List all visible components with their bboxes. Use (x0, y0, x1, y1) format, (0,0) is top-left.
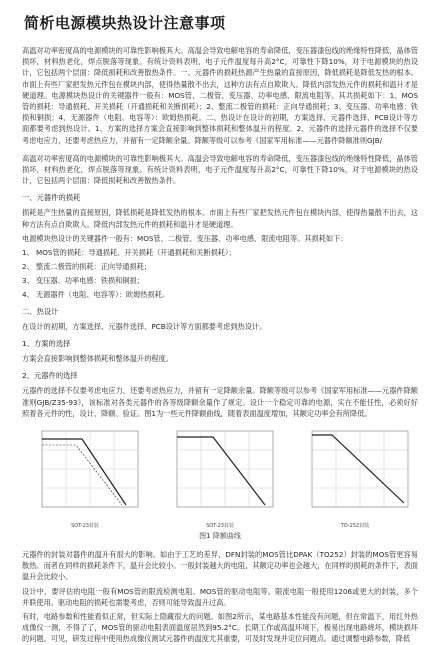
figure-label-2: SOT-23封装 (206, 523, 234, 530)
loss-item-diode: 2、 整流二极管的损耗：正向导通损耗； (22, 262, 152, 272)
figure-label-1: SOT-23封装 (71, 523, 99, 530)
document-title: 简析电源模块热设计注意事项 (24, 14, 226, 32)
subheading-components: 2、元器件的选择 (22, 371, 78, 381)
derating-curve-3 (296, 425, 414, 529)
figure-label-3: TO-252封装 (340, 523, 370, 530)
components-paragraph: 元器件的选择不仅要考虑电应力，还要考虑热应力，并留有一定降额余量。降额等级可以参考《国家军用标准——元器件降额准则GJB/Z35-93》，该标准对各类元器件的各等级降额余量作了规定。设计一个稳定可靠的电源，实在不能任性，必须好好照着各元件的性，设计、降额、验证。图1为一些元件降额曲线，随着表面温度增加，其额定功率会有所降低。 (22, 386, 418, 418)
thermal-design-paragraph: 在设计的初期，方案选择、元器件选择、PCB设计等方面都要考虑到热设计。 (22, 322, 267, 332)
thermal-imaging-paragraph: 有时，电路参数和性能看似正常，但实际上隐藏很大的问题。如图2所示，某电路基本性能没有问题，但在常温下，用红外热成像仪一测，不得了了，MOS管的驱动电阻表面温度居然到95.2°C。长期工作或高温环境下，极易出现电路烧坏，模块损坏的问题。可见，研发过程中使用热成像仪测试元器件的温度尤其重要，可及时发现并定位问题点。通过调整电路参数，降低 (22, 612, 418, 644)
loss-item-mos: 1、 MOS管的损耗：导通损耗、开关损耗（开通损耗和关断损耗）； (22, 248, 236, 258)
scheme-paragraph: 方案会直接影响到整体损耗和整体温升的程度。 (22, 354, 173, 364)
derating-figures (26, 425, 414, 529)
intro-paragraph: 高温对功率密度高的电源模块的可靠性影响极其大。高温会导致电解电容的寿命降低，变压器漆包线的绝缘特性降低，晶体管损坏，材料热老化，焊点脱落等现象。有统计资料表明，电子元件温度每升高2°C，可靠性下降10%，对于电源模块的热设计，它包括两个层面：降低损耗和改善散热条件。一、元器件的损耗热源产生热量的直接原因，降低损耗是降低发热的根本。市面上有些厂家把发热元件包在模块内部，使得热量散不出去，这种方法有点自欺欺人。降低内部发热元件的损耗和温升才是硬道理。电源模块热设计的关键器件一般有：MOS管、二极管、变压器、功率电感、限流电阻等。其共损耗如下：1、MOS管的损耗：导通损耗、开关损耗（开通损耗和关断损耗）；2、整流二极管的损耗：正向导通损耗；3、变压器、功率电感：铁损和铜损；4、无源器件（电阻、电容等）：欧姆热损耗。二、热设计在设计的初期，方案选择、元器件选择、PCB设计等方面都要考虑到热设计。1、方案的选择方案会直接影响到整体损耗和整体温升的程度。2、元器件的选择元器件的选择不仅要考虑电应力，还要考虑热应力，并留有一定降额余量。降额等级可以参考《国家军用标准——元器件降额准则GJB/ (22, 46, 418, 145)
package-paragraph: 元器件的封装对器件的温升有很大的影响。如由于工艺的差异，DFN封装的MOS管比DPAK（TO252）封装的MOS管更容易散热。而者在同样的损耗条件下，温升会比较小。一般封装越大的电阻，其额定功率也会越大，在同样的损耗的条件下，表面温升会比较小。 (22, 550, 418, 582)
section-heading-losses: 一、元器件的损耗 (22, 193, 81, 203)
derating-curve-2 (161, 425, 279, 529)
resistor-paragraph: 设计中，要评估的电阻一般有MOS管的限流检测电阻、MOS管的驱动电阻等。限流电阻一般使用1206或更大的封装，多个并联使用。驱动电阻的损耗也需要考虑，否则可能导致温升过高。 (22, 586, 418, 607)
section-heading-thermal-design: 二、热设计 (22, 307, 59, 317)
loss-item-passive: 4、 无源器件（电阻、电容等）：欧姆热损耗。 (22, 290, 170, 300)
losses-paragraph-1: 损耗是产生热量的直接原因，降低损耗是降低发热的根本。市面上有些厂家把发热元件包在模块内部，使得热量散不出去，这种方法有点自欺欺人。降低内部发热元件的损耗和温升才是硬道理。 (22, 208, 418, 229)
figure-caption: 图1 降额曲线 (199, 532, 241, 541)
subheading-scheme: 1、方案的选择 (22, 339, 71, 349)
derating-curve-1 (26, 425, 144, 529)
main-paragraph: 高温对功率密度高的电源模块的可靠性影响极其大。高温会导致电解电容的寿命降低，变压器漆包线的绝缘特性降低，晶体管损坏，材料热老化，焊点脱落等现象。有统计资料表明，电子元件温度每升高2°C，可靠性下降10%，对于电源模块的热设计，它包括两个层面：降低损耗和改善散热条件。 (22, 153, 418, 186)
loss-item-transformer: 3、 变压器、功率电感：铁损和铜损； (22, 276, 144, 286)
losses-paragraph-2: 电源模块热设计的关键器件一般有：MOS管、二极管、变压器、功率电感、限流电阻等。其损耗如下： (22, 233, 348, 243)
